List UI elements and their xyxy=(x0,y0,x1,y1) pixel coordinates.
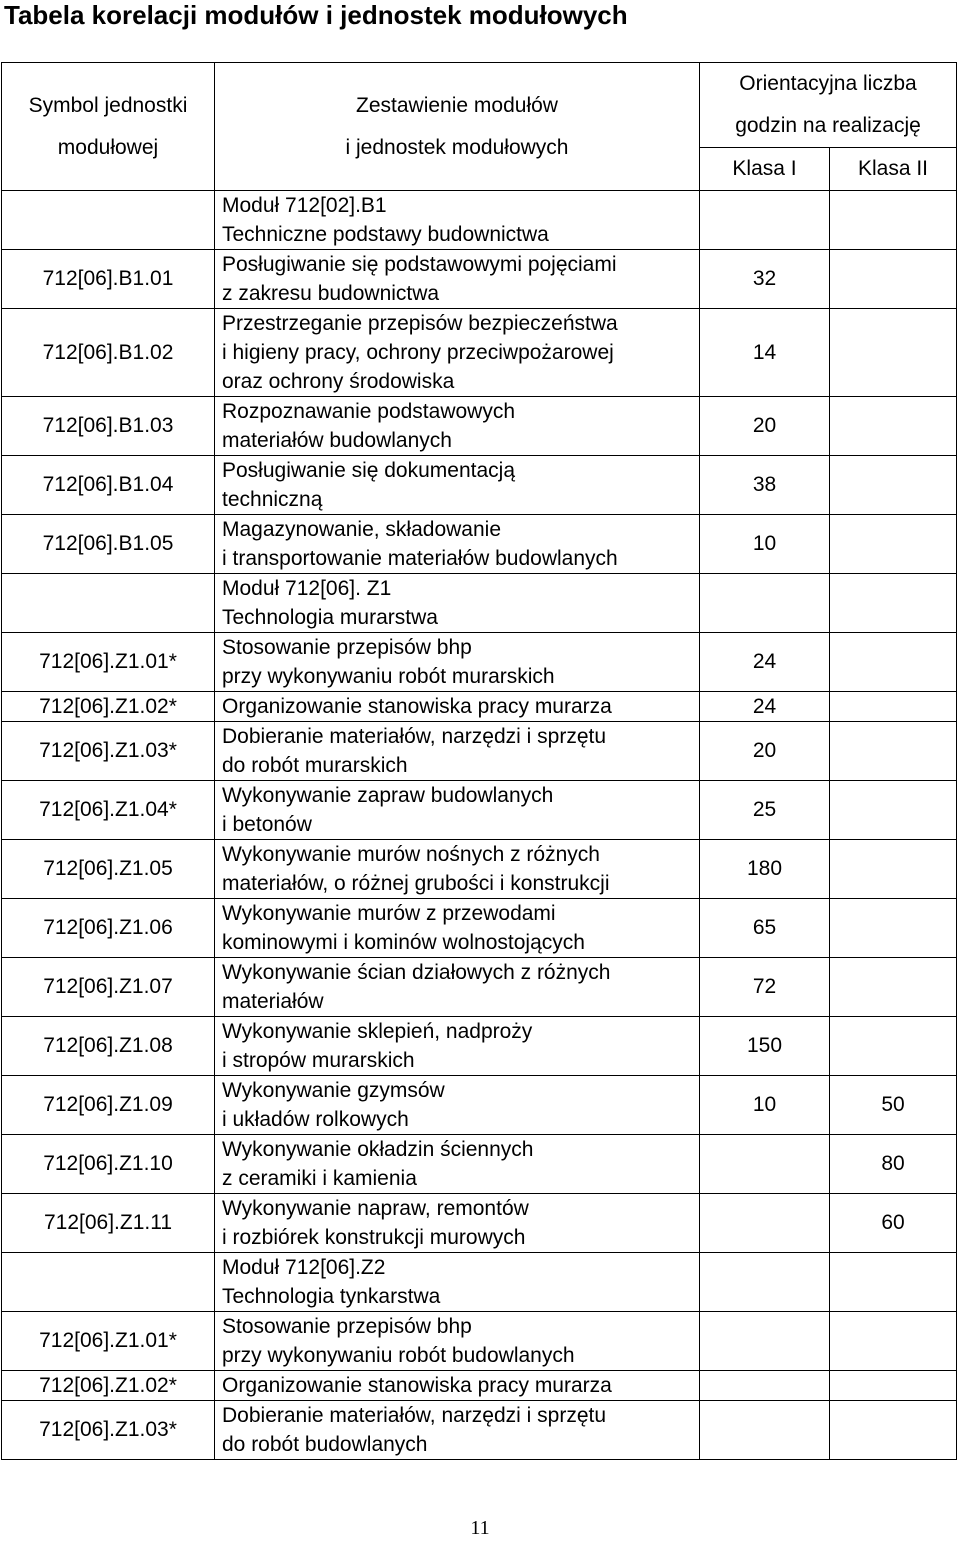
cell-klasa-2 xyxy=(830,309,957,397)
cell-text-line: Technologia tynkarstwa xyxy=(222,1285,441,1308)
table-row xyxy=(2,397,957,456)
cell-text-line: i układów rolkowych xyxy=(222,1108,409,1131)
cell-klasa-1 xyxy=(700,1253,830,1312)
cell-klasa-1: 20 xyxy=(700,722,830,781)
cell-text-line: przy wykonywaniu robót murarskich xyxy=(222,665,555,688)
table-row xyxy=(2,456,957,515)
cell-klasa-1: 10 xyxy=(700,1076,830,1135)
module-header-row xyxy=(2,1253,957,1312)
header-klasa-2: Klasa II xyxy=(830,148,957,191)
module-header-row xyxy=(2,574,957,633)
cell-unit-name xyxy=(215,1401,700,1460)
cell-klasa-1 xyxy=(700,1194,830,1253)
cell-text-line: Organizowanie stanowiska pracy murarza xyxy=(222,1374,612,1397)
table-row xyxy=(2,958,957,1017)
cell-klasa-1: 14 xyxy=(700,309,830,397)
cell-klasa-2: 50 xyxy=(830,1076,957,1135)
cell-unit-name xyxy=(215,1194,700,1253)
table-row xyxy=(2,1312,957,1371)
table-row xyxy=(2,1401,957,1460)
cell-klasa-2 xyxy=(830,191,957,250)
cell-symbol: 712[06].B1.05 xyxy=(2,515,215,574)
cell-text-line: Dobieranie materiałów, narzędzi i sprzętu xyxy=(222,725,607,748)
page-title: Tabela korelacji modułów i jednostek modułowych xyxy=(4,0,628,30)
cell-text-line: materiałów xyxy=(222,990,324,1013)
cell-text-line: Magazynowanie, składowanie xyxy=(222,518,501,541)
table-row xyxy=(2,722,957,781)
table-row xyxy=(2,633,957,692)
cell-unit-name xyxy=(215,1076,700,1135)
header-hours: Orientacyjna liczba godzin na realizację xyxy=(700,63,957,148)
cell-klasa-1: 65 xyxy=(700,899,830,958)
cell-klasa-2 xyxy=(830,397,957,456)
table-row xyxy=(2,1017,957,1076)
cell-text-line: materiałów budowlanych xyxy=(222,429,452,452)
cell-klasa-1: 38 xyxy=(700,456,830,515)
cell-klasa-2 xyxy=(830,1312,957,1371)
cell-klasa-1 xyxy=(700,574,830,633)
cell-klasa-1 xyxy=(700,1371,830,1401)
cell-text-line: i betonów xyxy=(222,813,312,836)
cell-text-line: i rozbiórek konstrukcji murowych xyxy=(222,1226,526,1249)
cell-text-line: Wykonywanie napraw, remontów xyxy=(222,1197,529,1220)
table-row xyxy=(2,692,957,722)
cell-symbol: 712[06].Z1.07 xyxy=(2,958,215,1017)
header-zestawienie: Zestawienie modułów i jednostek modułowych xyxy=(215,63,700,191)
cell-klasa-1: 32 xyxy=(700,250,830,309)
cell-text-line: Stosowanie przepisów bhp xyxy=(222,636,472,659)
cell-klasa-1: 72 xyxy=(700,958,830,1017)
cell-text-line: Wykonywanie murów nośnych z różnych xyxy=(222,843,600,866)
correlation-table xyxy=(1,62,957,1460)
cell-klasa-1 xyxy=(700,1401,830,1460)
cell-text-line: z zakresu budownictwa xyxy=(222,282,440,305)
cell-unit-name xyxy=(215,840,700,899)
cell-symbol: 712[06].Z1.01* xyxy=(2,633,215,692)
cell-text-line: do robót budowlanych xyxy=(222,1433,428,1456)
cell-text-line: Posługiwanie się podstawowymi pojęciami xyxy=(222,253,617,276)
cell-unit-name xyxy=(215,1017,700,1076)
cell-klasa-1: 24 xyxy=(700,633,830,692)
module-header-row xyxy=(2,191,957,250)
cell-symbol: 712[06].B1.02 xyxy=(2,309,215,397)
cell-klasa-1: 25 xyxy=(700,781,830,840)
cell-text-line: oraz ochrony środowiska xyxy=(222,370,455,393)
cell-symbol: 712[06].Z1.11 xyxy=(2,1194,215,1253)
table-row xyxy=(2,515,957,574)
cell-text-line: i higieny pracy, ochrony przeciwpożarowej xyxy=(222,341,614,364)
table-row xyxy=(2,1076,957,1135)
cell-text-line: Wykonywanie sklepień, nadproży xyxy=(222,1020,533,1043)
cell-unit-name xyxy=(215,515,700,574)
cell-unit-name xyxy=(215,958,700,1017)
cell-klasa-2 xyxy=(830,1017,957,1076)
cell-klasa-2: 80 xyxy=(830,1135,957,1194)
cell-text-line: Moduł 712[06]. Z1 xyxy=(222,577,392,600)
cell-text-line: techniczną xyxy=(222,488,323,511)
header-symbol: Symbol jednostki modułowej xyxy=(2,63,215,191)
cell-symbol: 712[06].Z1.01* xyxy=(2,1312,215,1371)
cell-symbol: 712[06].B1.01 xyxy=(2,250,215,309)
cell-klasa-1 xyxy=(700,191,830,250)
table-body xyxy=(2,191,957,1460)
cell-symbol: 712[06].Z1.02* xyxy=(2,1371,215,1401)
cell-unit-name xyxy=(215,899,700,958)
cell-text-line: Wykonywanie ścian działowych z różnych xyxy=(222,961,611,984)
module-title xyxy=(215,574,700,633)
cell-klasa-2 xyxy=(830,1253,957,1312)
cell-unit-name xyxy=(215,309,700,397)
cell-klasa-1: 24 xyxy=(700,692,830,722)
cell-klasa-1: 20 xyxy=(700,397,830,456)
table-row xyxy=(2,250,957,309)
cell-unit-name xyxy=(215,250,700,309)
cell-symbol: 712[06].Z1.03* xyxy=(2,722,215,781)
cell-klasa-1: 10 xyxy=(700,515,830,574)
cell-text-line: Techniczne podstawy budownictwa xyxy=(222,223,549,246)
cell-klasa-2 xyxy=(830,250,957,309)
cell-text-line: Posługiwanie się dokumentacją xyxy=(222,459,516,482)
module-title xyxy=(215,1253,700,1312)
cell-symbol: 712[06].Z1.08 xyxy=(2,1017,215,1076)
module-title xyxy=(215,191,700,250)
cell-unit-name xyxy=(215,1312,700,1371)
cell-symbol: 712[06].Z1.05 xyxy=(2,840,215,899)
cell-klasa-2 xyxy=(830,456,957,515)
cell-text-line: Moduł 712[06].Z2 xyxy=(222,1256,386,1279)
cell-unit-name xyxy=(215,397,700,456)
header-klasa-1: Klasa I xyxy=(700,148,830,191)
cell-symbol: 712[06].Z1.03* xyxy=(2,1401,215,1460)
cell-klasa-1 xyxy=(700,1312,830,1371)
table-row xyxy=(2,309,957,397)
cell-text-line: kominowymi i kominów wolnostojących xyxy=(222,931,585,954)
cell-symbol: 712[06].B1.03 xyxy=(2,397,215,456)
cell-symbol: 712[06].Z1.02* xyxy=(2,692,215,722)
cell-symbol xyxy=(2,1253,215,1312)
cell-klasa-2 xyxy=(830,840,957,899)
table-row xyxy=(2,840,957,899)
cell-unit-name xyxy=(215,781,700,840)
cell-text-line: Stosowanie przepisów bhp xyxy=(222,1315,472,1338)
cell-text-line: przy wykonywaniu robót budowlanych xyxy=(222,1344,575,1367)
cell-text-line: do robót murarskich xyxy=(222,754,408,777)
cell-text-line: materiałów, o różnej grubości i konstrukcji xyxy=(222,872,610,895)
cell-klasa-2 xyxy=(830,1401,957,1460)
cell-klasa-2 xyxy=(830,958,957,1017)
cell-symbol: 712[06].Z1.10 xyxy=(2,1135,215,1194)
cell-text-line: Wykonywanie gzymsów xyxy=(222,1079,445,1102)
cell-klasa-2 xyxy=(830,1371,957,1401)
table-row xyxy=(2,781,957,840)
cell-text-line: Wykonywanie okładzin ściennych xyxy=(222,1138,534,1161)
cell-text-line: Moduł 712[02].B1 xyxy=(222,194,387,217)
cell-klasa-2 xyxy=(830,633,957,692)
cell-klasa-2 xyxy=(830,899,957,958)
page-number: 11 xyxy=(470,1517,490,1539)
cell-symbol: 712[06].B1.04 xyxy=(2,456,215,515)
cell-symbol xyxy=(2,574,215,633)
cell-klasa-2 xyxy=(830,722,957,781)
cell-klasa-2 xyxy=(830,574,957,633)
cell-text-line: Technologia murarstwa xyxy=(222,606,438,629)
cell-klasa-1: 180 xyxy=(700,840,830,899)
cell-text-line: Wykonywanie murów z przewodami xyxy=(222,902,556,925)
cell-unit-name xyxy=(215,1371,700,1401)
cell-klasa-2: 60 xyxy=(830,1194,957,1253)
cell-klasa-2 xyxy=(830,692,957,722)
cell-klasa-2 xyxy=(830,515,957,574)
cell-symbol: 712[06].Z1.06 xyxy=(2,899,215,958)
cell-unit-name xyxy=(215,633,700,692)
cell-klasa-1 xyxy=(700,1135,830,1194)
cell-unit-name xyxy=(215,692,700,722)
table-row xyxy=(2,1135,957,1194)
cell-text-line: i stropów murarskich xyxy=(222,1049,415,1072)
cell-unit-name xyxy=(215,456,700,515)
table-row xyxy=(2,899,957,958)
cell-text-line: Dobieranie materiałów, narzędzi i sprzętu xyxy=(222,1404,607,1427)
cell-klasa-1: 150 xyxy=(700,1017,830,1076)
cell-klasa-2 xyxy=(830,781,957,840)
cell-text-line: Wykonywanie zapraw budowlanych xyxy=(222,784,554,807)
cell-symbol: 712[06].Z1.04* xyxy=(2,781,215,840)
cell-text-line: z ceramiki i kamienia xyxy=(222,1167,417,1190)
cell-text-line: Organizowanie stanowiska pracy murarza xyxy=(222,695,612,718)
cell-unit-name xyxy=(215,722,700,781)
cell-text-line: Rozpoznawanie podstawowych xyxy=(222,400,516,423)
cell-unit-name xyxy=(215,1135,700,1194)
cell-text-line: i transportowanie materiałów budowlanych xyxy=(222,547,618,570)
table-row xyxy=(2,1371,957,1401)
cell-text-line: Przestrzeganie przepisów bezpieczeństwa xyxy=(222,312,618,335)
cell-symbol: 712[06].Z1.09 xyxy=(2,1076,215,1135)
cell-symbol xyxy=(2,191,215,250)
table-row xyxy=(2,1194,957,1253)
